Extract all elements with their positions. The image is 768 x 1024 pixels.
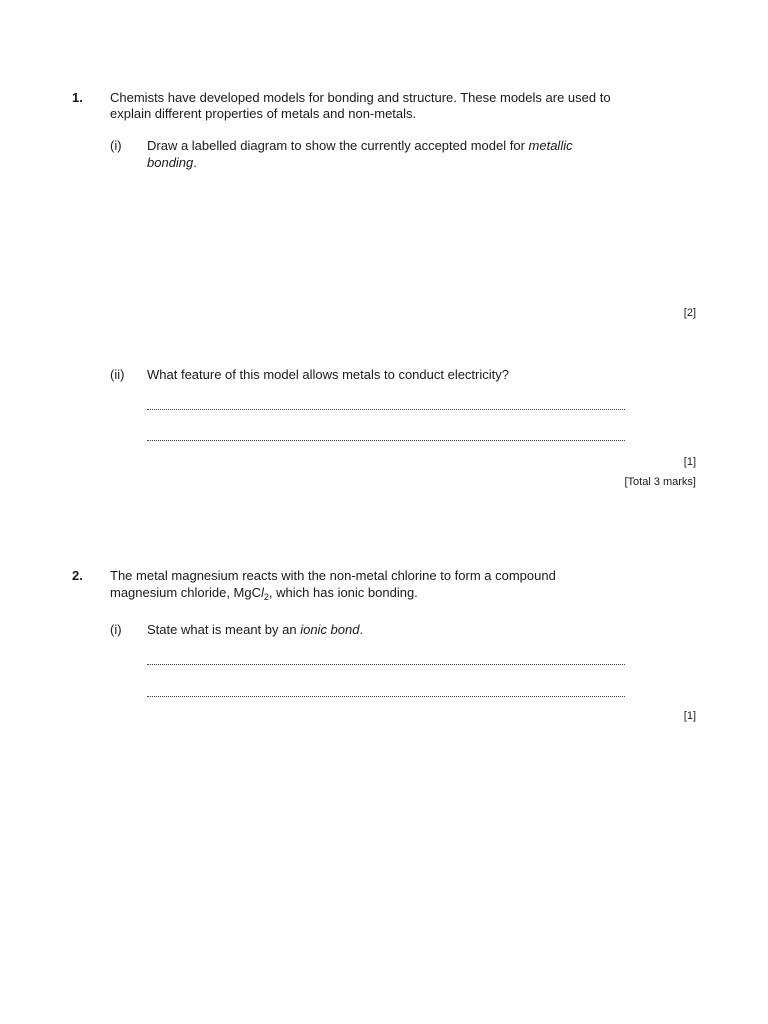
question-2-stem-text: magnesium chloride, MgC [110,585,262,600]
question-1-part-ii-text: What feature of this model allows metals to conduct electricity? [147,367,509,382]
question-2-part-i-marks: [1] [683,710,696,722]
question-1-number: 1. [72,90,83,105]
answer-line[interactable] [147,664,625,665]
question-2-part-i-text: State what is meant by an [147,622,301,637]
question-1-stem-line-1: Chemists have developed models for bonding and structure. These models are used to [110,90,611,105]
question-2-stem-text-end: , which has ionic bonding. [268,585,418,600]
question-2-part-i-punct: . [359,622,364,637]
question-1-part-ii-marks: [1] [683,456,696,468]
question-2-part-i-line [147,621,363,638]
question-1-stem-line-2: explain different properties of metals and non-metals. [110,106,417,121]
question-1-part-i-text: Draw a labelled diagram to show the currently accepted model for [147,138,529,153]
question-2-stem-line-1: The metal magnesium reacts with the non-metal chlorine to form a compound [110,568,556,583]
question-1-part-i-label: (i) [110,138,122,153]
question-1-part-ii-label: (ii) [110,367,125,382]
answer-line[interactable] [147,696,625,697]
answer-line[interactable] [147,440,625,441]
formula-italic-l: l [261,585,264,600]
question-1-part-i-line-1 [147,137,573,154]
formula-subscript: 2 [263,592,269,602]
answer-line[interactable] [147,409,625,410]
question-1-part-i-italic-1: metallic [528,138,573,153]
question-2-number: 2. [72,568,83,583]
question-1-part-i-italic-2: bonding [147,155,194,170]
question-1-part-i-punct: . [193,155,197,170]
question-1-part-i-marks: [2] [683,307,696,319]
question-2-part-i-italic: ionic bond [300,622,360,637]
question-1-total-marks: [Total 3 marks] [624,476,696,488]
question-1-part-i-line-2 [147,154,197,171]
question-2-part-i-label: (i) [110,622,122,637]
question-2-stem-line-2 [110,584,418,601]
